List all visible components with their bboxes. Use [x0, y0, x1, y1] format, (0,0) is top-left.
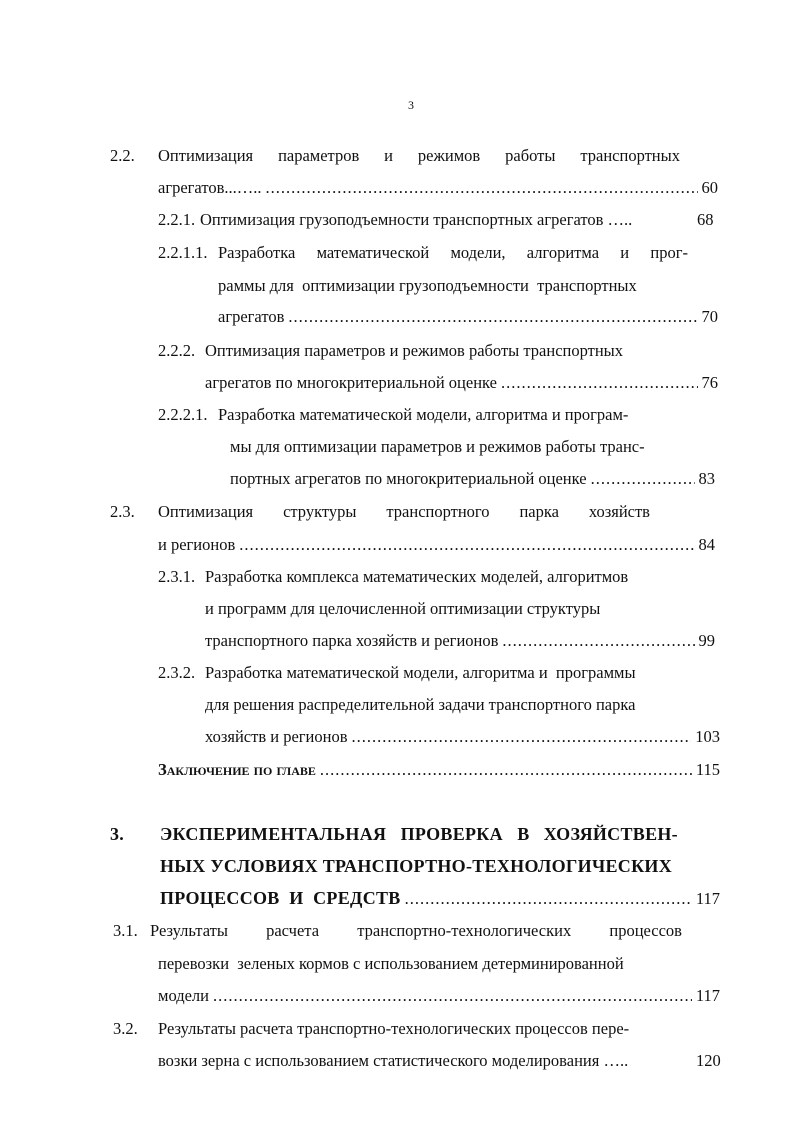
page-number: 3 [408, 98, 414, 112]
word: ЭКСПЕРИМЕНТАЛЬНАЯ [160, 824, 387, 844]
toc-page-number: 99 [698, 631, 715, 650]
toc-entry-title: Разработка математической модели, алгоритма и программы [205, 663, 636, 682]
word: прог- [650, 243, 688, 262]
leader-dots [405, 889, 692, 909]
word: процессов [609, 921, 682, 940]
toc-entry-title: модели [158, 986, 209, 1005]
toc-entry[interactable] [205, 631, 715, 651]
toc-number: 2.3.2. [158, 663, 196, 682]
word: расчета [266, 921, 320, 940]
toc-entry-chapter[interactable] [160, 888, 720, 909]
word: Оптимизация [158, 502, 254, 521]
toc-entry-title: агрегатов...….. [158, 178, 262, 197]
word: модели, [450, 243, 506, 262]
toc-entry-conclusion[interactable] [158, 760, 720, 780]
toc-page-number: 103 [695, 727, 720, 746]
toc-entry[interactable] [205, 727, 720, 747]
toc-entry-title [218, 243, 688, 263]
toc-page-number: 76 [701, 373, 718, 392]
toc-entry[interactable] [158, 535, 715, 555]
word: ХОЗЯЙСТВЕН- [543, 824, 678, 844]
word: транспортного [386, 502, 490, 521]
word: Оптимизация [158, 146, 254, 165]
word: Разработка [218, 243, 296, 262]
toc-entry-title: для решения распределительной задачи транспортного парка [205, 695, 636, 714]
toc-entry-title: Разработка математической модели, алгоритма и програм- [218, 405, 629, 424]
word: параметров [278, 146, 360, 165]
toc-number: 2.2. [110, 146, 135, 165]
word: и [384, 146, 394, 165]
word: режимов [417, 146, 481, 165]
toc-entry-title: Заключение по главе [158, 760, 316, 779]
toc-entry-title: транспортного парка хозяйств и регионов [205, 631, 499, 650]
word: алгоритма [526, 243, 600, 262]
leader-dots [266, 178, 698, 198]
toc-entry-title: мы для оптимизации параметров и режимов работы транс- [230, 437, 645, 456]
word: парка [519, 502, 559, 521]
toc-page-number: 84 [698, 535, 715, 554]
toc-entry[interactable] [230, 469, 715, 489]
toc-entry[interactable] [158, 178, 718, 198]
toc-entry-title: Разработка комплекса математических моделей, алгоритмов [205, 567, 629, 586]
toc-number: 2.3.1. [158, 567, 196, 586]
toc-entry[interactable] [205, 373, 718, 393]
word: ПРОВЕРКА [400, 824, 503, 844]
toc-entry-title: и регионов [158, 535, 236, 554]
toc-entry-title [158, 502, 650, 522]
word: работы [505, 146, 556, 165]
word: транспортно-технологических [357, 921, 572, 940]
toc-entry-title: портных агрегатов по многокритериальной оценке [230, 469, 587, 488]
toc-chapter-title: ПРОЦЕССОВ И СРЕДСТВ [160, 888, 401, 908]
toc-page-number: 120 [696, 1051, 721, 1070]
toc-entry-title[interactable]: возки зерна с использованием статистического моделирования ….. [158, 1051, 629, 1070]
toc-entry-title[interactable]: Оптимизация грузоподъемности транспортных агрегатов ….. [200, 210, 633, 229]
toc-chapter-title [160, 824, 678, 844]
toc-number: 2.2.2. [158, 341, 196, 360]
toc-entry-title: агрегатов по многокритериальной оценке [205, 373, 497, 392]
toc-entry-title: Результаты расчета транспортно-технологических процессов пере- [158, 1019, 630, 1038]
word: хозяйств [588, 502, 650, 521]
leader-dots [591, 469, 695, 489]
leader-dots [239, 535, 694, 555]
word: и [620, 243, 630, 262]
leader-dots [288, 307, 697, 327]
word: транспортных [580, 146, 680, 165]
toc-entry-title: агрегатов [218, 307, 285, 326]
toc-entry[interactable] [158, 986, 720, 1006]
toc-entry-title: хозяйств и регионов [205, 727, 348, 746]
toc-page-number: 68 [697, 210, 714, 229]
toc-number: 2.2.2.1. [158, 405, 208, 424]
leader-dots [352, 727, 692, 747]
toc-entry-title: раммы для оптимизации грузоподъемности транспортных [218, 276, 637, 295]
toc-page-number: 70 [701, 307, 718, 326]
toc-entry-title [158, 146, 680, 166]
word: Результаты [150, 921, 228, 940]
leader-dots [213, 986, 692, 1006]
toc-number: 2.3. [110, 502, 135, 521]
toc-number: 3.1. [113, 921, 138, 940]
toc-entry-title: и программ для целочисленной оптимизации структуры [205, 599, 601, 618]
toc-chapter-number: 3. [110, 824, 125, 844]
toc-entry-title [150, 921, 682, 941]
toc-number: 2.2.1. [158, 210, 196, 229]
toc-entry-title: Оптимизация параметров и режимов работы транспортных [205, 341, 624, 360]
word: структуры [283, 502, 357, 521]
toc-page-number: 117 [695, 889, 720, 908]
toc-number: 3.2. [113, 1019, 138, 1038]
toc-page-number: 60 [701, 178, 718, 197]
word: В [517, 824, 530, 844]
toc-chapter-title: НЫХ УСЛОВИЯХ ТРАНСПОРТНО-ТЕХНОЛОГИЧЕСКИХ [160, 856, 673, 876]
leader-dots [502, 631, 694, 651]
toc-entry-title: перевозки зеленых кормов с использованием детерминированной [158, 954, 624, 973]
word: математической [316, 243, 430, 262]
toc-page-number: 115 [695, 760, 720, 779]
toc-page-number: 117 [695, 986, 720, 1005]
leader-dots [501, 373, 698, 393]
toc-page-number: 83 [698, 469, 715, 488]
toc-number: 2.2.1.1. [158, 243, 208, 262]
toc-entry[interactable] [218, 307, 718, 327]
leader-dots [320, 760, 692, 780]
